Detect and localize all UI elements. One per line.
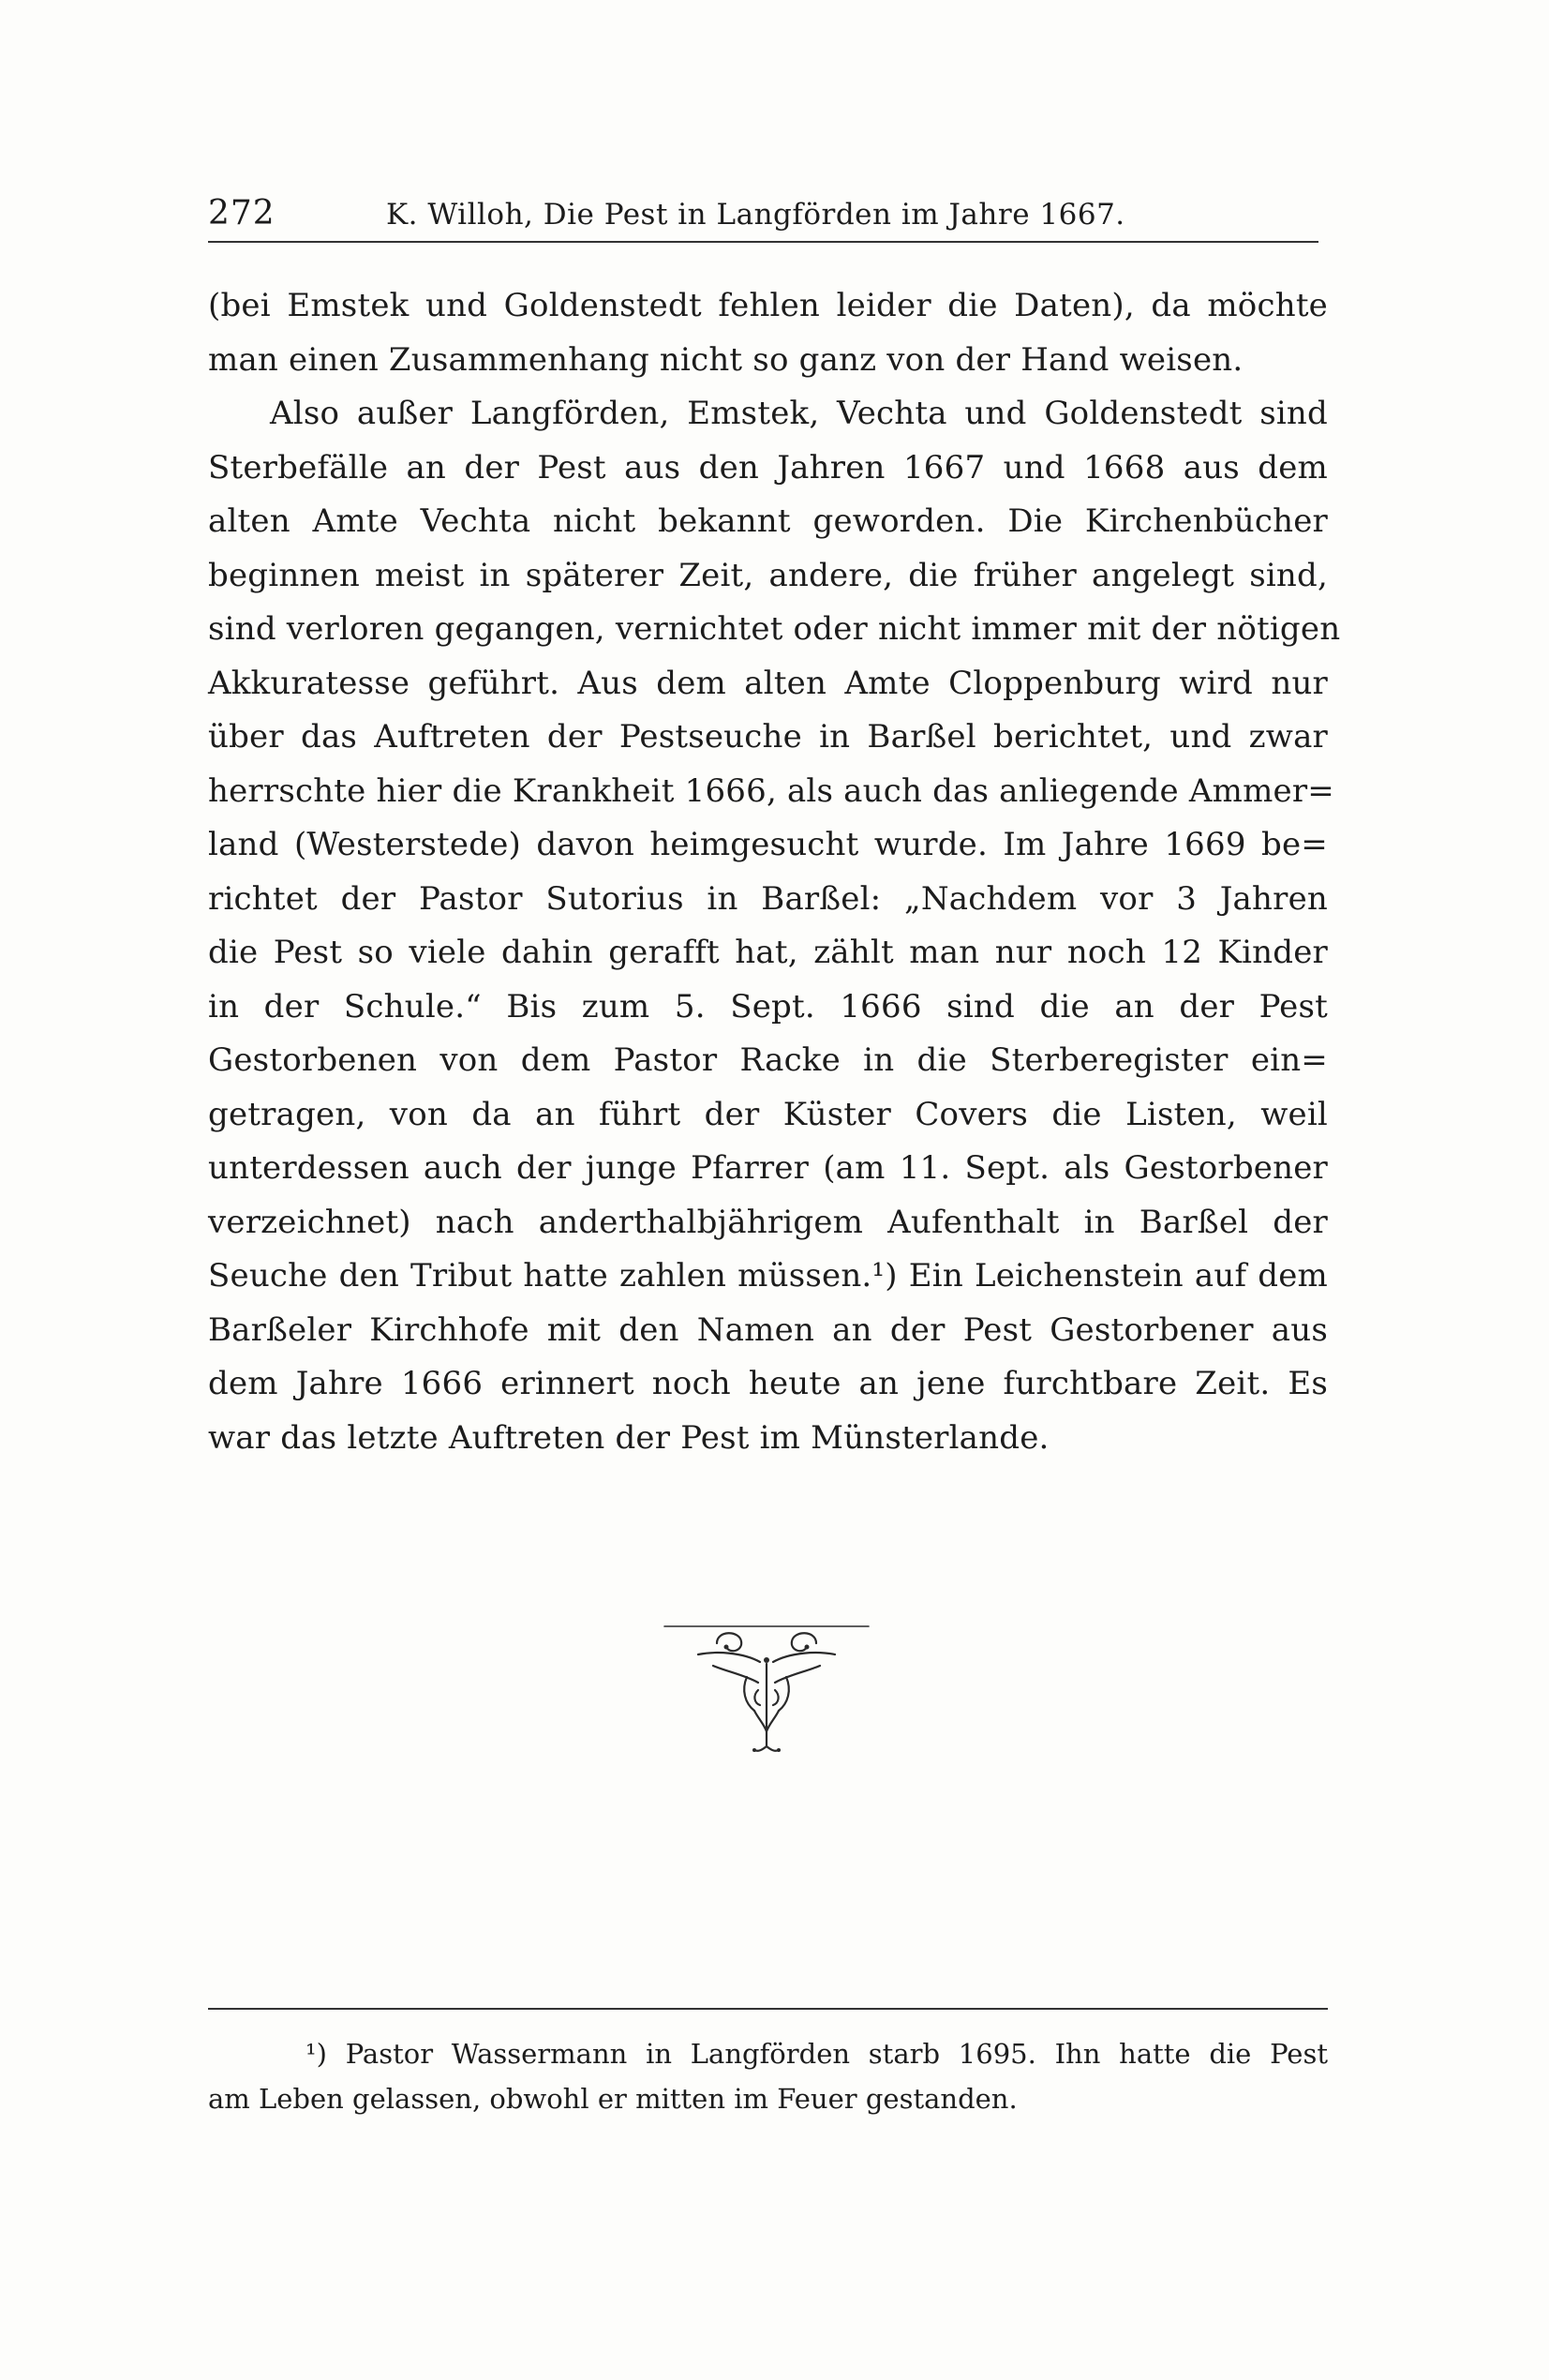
- text-line: alten Amte Vechta nicht bekannt geworden. Die Kirchenbücher: [208, 502, 1328, 540]
- page-number: 272: [208, 194, 276, 232]
- fleuron-ornament-icon: [661, 1617, 872, 1758]
- text-line: die Pest so viele dahin gerafft hat, zählt man nur noch 12 Kinder: [208, 934, 1328, 971]
- text-line: herrschte hier die Krankheit 1666, als auch das anliegende Ammer=: [208, 771, 1334, 810]
- text-line: (bei Emstek und Goldenstedt fehlen leider die Daten), da möchte: [208, 287, 1328, 324]
- text-line: Gestorbenen von dem Pastor Racke in die Sterberegister ein=: [208, 1041, 1328, 1079]
- footnote-divider: [208, 2008, 1328, 2010]
- text-line: war das letzte Auftreten der Pest im Münsterlande.: [208, 1418, 1050, 1457]
- text-line: sind verloren gegangen, vernichtet oder nicht immer mit der nötigen: [208, 610, 1341, 648]
- text-line: beginnen meist in späterer Zeit, andere, die früher angelegt sind,: [208, 556, 1328, 594]
- text-line: Barßeler Kirchhofe mit den Namen an der Pest Gestorbener aus: [208, 1310, 1328, 1349]
- text-line: verzeichnet) nach anderthalbjährigem Aufenthalt in Barßel der: [208, 1203, 1328, 1241]
- text-line: Seuche den Tribut hatte zahlen müssen.¹) Ein Leichenstein auf dem: [208, 1257, 1328, 1295]
- text-line: dem Jahre 1666 erinnert noch heute an jene furchtbare Zeit. Es: [208, 1365, 1328, 1402]
- footnote-text: ¹) Pastor Wassermann in Langförden starb 1695. Ihn hatte die Pest: [305, 2038, 1328, 2070]
- paragraph-start: Also außer Langförden, Emstek, Vechta und Goldenstedt sind: [270, 395, 1328, 432]
- text-line: über das Auftreten der Pestseuche in Barßel berichtet, und zwar: [208, 718, 1328, 756]
- text-line: Akkuratesse geführt. Aus dem alten Amte Cloppenburg wird nur: [208, 664, 1328, 702]
- running-title: K. Willoh, Die Pest in Langförden im Jahre 1667.: [386, 198, 1125, 232]
- footnote-line: [208, 2031, 1328, 2076]
- text-line: Sterbefälle an der Pest aus den Jahren 1667 und 1668 aus dem: [208, 448, 1328, 486]
- text-line: in der Schule.“ Bis zum 5. Sept. 1666 sind die an der Pest: [208, 987, 1328, 1025]
- body-text: [208, 279, 1341, 1465]
- text-line: man einen Zusammenhang nicht so ganz von der Hand weisen.: [208, 340, 1244, 379]
- text-line: richtet der Pastor Sutorius in Barßel: „Nachdem vor 3 Jahren: [208, 879, 1328, 918]
- text-line: land (Westerstede) davon heimgesucht wurde. Im Jahre 1669 be=: [208, 826, 1328, 863]
- footnotes: [208, 2031, 1328, 2121]
- running-head: [208, 192, 1318, 243]
- footnote-line: am Leben gelassen, obwohl er mitten im Feuer gestanden.: [208, 2083, 1018, 2115]
- text-line: getragen, von da an führt der Küster Covers die Listen, weil: [208, 1095, 1328, 1133]
- text-line: [208, 387, 1328, 442]
- text-line: unterdessen auch der junge Pfarrer (am 11. Sept. als Gestorbener: [208, 1149, 1328, 1187]
